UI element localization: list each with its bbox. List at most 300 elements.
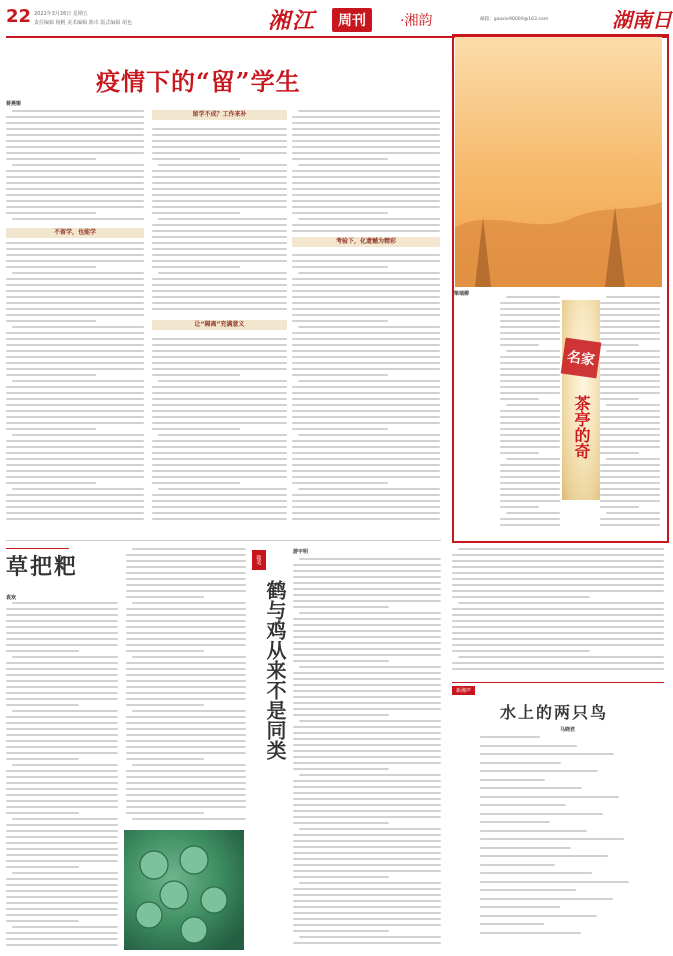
text-line [292,116,440,118]
poem-rule [452,682,664,683]
poem-line [480,753,614,755]
text-line [126,794,246,796]
text-line [299,720,441,722]
text-line [6,278,144,280]
text-line [600,506,639,508]
text-line [6,404,144,406]
text-line [6,896,118,898]
date-line: 2021年3月26日 星期五 [34,11,88,17]
text-line [126,734,246,736]
text-line [299,828,441,830]
text-line [500,338,560,340]
text-line [152,212,240,214]
text-line [293,678,441,680]
text-line [293,624,441,626]
text-line [293,786,441,788]
text-line [6,440,144,442]
text-line [600,398,639,400]
text-line [292,332,440,334]
text-line [452,626,664,628]
poem-title: 水上的两只鸟 [500,703,609,722]
poem-line [480,762,561,764]
text-line [600,386,660,388]
text-line [126,644,246,646]
text-line [126,716,246,718]
text-line [298,218,440,220]
text-line [506,404,560,406]
text-line [6,320,96,322]
poem-line [480,838,624,840]
text-line [298,380,440,382]
text-line [292,356,440,358]
text-line [292,152,440,154]
text-line [126,572,246,574]
text-line [126,752,246,754]
article1-column-3 [292,110,440,525]
text-line [500,464,560,466]
text-line [293,876,389,878]
text-line [293,792,441,794]
contact-email: 邮箱：gaoxie90000@163.com [480,17,549,22]
text-line [298,488,440,490]
text-line [293,804,441,806]
text-line [293,732,441,734]
poem-line [480,889,576,891]
text-line [500,452,539,454]
article1-subhead-3: 让“隔离”充满意义 [152,320,287,330]
text-line [292,206,440,208]
text-line [126,638,246,640]
text-line [6,464,144,466]
text-line [6,254,144,256]
text-line [299,612,441,614]
text-line [152,386,287,388]
text-line [6,518,144,520]
text-line [126,704,204,706]
text-line [293,708,441,710]
text-line [292,302,440,304]
text-line [500,518,560,520]
text-line [126,614,246,616]
text-line [292,506,440,508]
text-line [6,920,79,922]
text-line [292,464,440,466]
text-line [600,428,660,430]
article3-column-2 [452,548,664,678]
poem-line [480,872,592,874]
text-line [293,570,441,572]
mingjia-tag: 名家 [561,338,602,379]
text-line [152,194,287,196]
section-subtitle: ·湘韵 [400,13,433,29]
text-line [152,398,287,400]
text-line [126,662,246,664]
text-line [126,698,246,700]
text-line [452,668,664,670]
text-line [452,584,664,586]
text-line [126,620,246,622]
text-line [293,942,441,944]
text-line [152,368,287,370]
text-line [452,614,664,616]
text-line [293,768,389,770]
text-line [6,938,118,940]
text-line [152,446,287,448]
text-line [292,194,440,196]
text-line [600,356,660,358]
text-line [152,182,287,184]
text-line [506,512,560,514]
text-line [293,636,441,638]
text-line [299,774,441,776]
text-line [293,816,441,818]
text-line [126,578,246,580]
text-line [126,686,246,688]
text-line [600,314,660,316]
text-line [12,326,144,328]
text-line [293,840,441,842]
text-line [292,338,440,340]
text-line [292,404,440,406]
text-line [293,594,441,596]
text-line [298,272,440,274]
text-line [500,314,560,316]
text-line [158,488,287,490]
text-line [126,566,246,568]
text-line [293,738,441,740]
text-line [293,648,441,650]
text-line [126,692,246,694]
text-line [600,446,660,448]
text-line [600,368,660,370]
landscape-illustration [455,37,662,287]
text-line [152,308,287,310]
text-line [292,446,440,448]
text-line [6,368,144,370]
text-line [152,440,287,442]
text-line [293,750,441,752]
text-line [6,398,144,400]
article3-title: 鹤与鸡从来不是同类 [263,580,287,760]
text-line [292,224,440,226]
text-line [126,608,246,610]
text-line [152,464,287,466]
text-line [500,416,560,418]
text-line [6,842,118,844]
text-line [6,878,118,880]
text-line [452,572,664,574]
text-line [12,764,118,766]
text-line [292,428,388,430]
text-line [158,434,287,436]
text-line [12,818,118,820]
text-line [6,290,144,292]
text-line [126,590,246,592]
text-line [500,500,560,502]
text-line [6,476,144,478]
text-line [126,776,246,778]
article1-column-2 [152,110,287,525]
text-line [12,164,144,166]
text-line [293,858,441,860]
poem-line [480,745,577,747]
text-line [6,914,118,916]
text-line [6,446,144,448]
text-line [6,644,118,646]
text-line [292,200,440,202]
text-line [292,350,440,352]
text-line [152,518,287,520]
text-line [293,630,441,632]
text-line [152,470,287,472]
poem-line [480,813,603,815]
text-line [152,500,287,502]
text-line [452,632,664,634]
text-line [292,158,388,160]
text-line [152,416,287,418]
text-line [292,182,440,184]
text-line [12,656,118,658]
text-line [292,470,440,472]
text-line [6,638,118,640]
text-line [6,494,144,496]
text-line [6,806,118,808]
newspaper-logo: 湖南日 [612,8,672,32]
text-line [6,182,144,184]
text-line [293,888,441,890]
text-line [152,404,287,406]
text-line [6,260,144,262]
text-line [152,410,287,412]
text-line [152,152,287,154]
text-line [6,794,118,796]
text-line [292,290,440,292]
text-line [293,780,441,782]
text-line [126,680,246,682]
text-line [292,278,440,280]
text-line [500,494,560,496]
text-line [152,200,287,202]
text-line [600,326,660,328]
text-line [600,440,660,442]
text-line [126,788,246,790]
text-line [6,314,144,316]
text-line [6,152,144,154]
article4-column-1 [500,296,560,534]
text-line [452,608,664,610]
poem-line [480,847,571,849]
text-line [152,128,287,130]
text-line [293,660,389,662]
text-line [600,416,660,418]
text-line [293,852,441,854]
text-line [6,422,144,424]
text-line [600,332,660,334]
text-line [292,500,440,502]
text-line [600,410,660,412]
text-line [600,476,660,478]
text-line [152,344,287,346]
text-line [452,662,664,664]
text-line [6,680,118,682]
text-line [500,440,560,442]
text-line [299,666,441,668]
article2-author: 袁欢 [6,595,17,601]
text-line [292,344,440,346]
text-line [6,122,144,124]
text-line [292,314,440,316]
text-line [12,380,144,382]
text-line [293,654,441,656]
text-line [6,242,144,244]
text-line [126,806,246,808]
text-line [6,212,96,214]
text-line [292,254,440,256]
poem-line [480,804,566,806]
text-line [600,422,660,424]
text-line [600,380,660,382]
text-line [458,602,664,604]
text-line [6,176,144,178]
text-line [126,782,246,784]
text-line [152,392,287,394]
text-line [292,122,440,124]
article3-column-1 [293,558,441,950]
text-line [152,512,287,514]
text-line [6,824,118,826]
article1-column-1 [6,110,144,525]
text-line [6,890,118,892]
text-line [452,596,590,598]
text-line [6,284,144,286]
text-line [600,500,660,502]
text-line [152,140,287,142]
text-line [606,296,660,298]
text-line [126,632,246,634]
article4-title: 茶亭的奇 [572,395,591,459]
text-line [600,482,660,484]
article2-column-1 [6,602,118,950]
article2-column-2 [126,548,246,826]
text-line [12,872,118,874]
text-line [293,900,441,902]
editor-line: 责任编辑 杨帆 美术编辑 陈卓 版式编辑 胡也 [34,20,132,26]
text-line [6,908,118,910]
text-line [292,308,440,310]
text-line [126,728,246,730]
text-line [293,588,441,590]
poem-line [480,915,597,917]
text-line [6,752,118,754]
poem-line [480,906,560,908]
text-line [6,506,144,508]
text-line [12,602,118,604]
text-line [600,434,660,436]
essay-tag-label: 随笔 [255,555,262,565]
text-line [292,518,440,520]
text-line [132,656,246,658]
text-line [292,320,388,322]
article1-subhead-2: 留学不成？工作来补 [152,110,287,120]
text-line [6,374,96,376]
text-line [500,506,539,508]
text-line [458,548,664,550]
text-line [500,374,560,376]
text-line [6,248,144,250]
text-line [6,416,144,418]
text-line [6,860,118,862]
page-number: 22 [6,6,32,27]
poem-line [480,881,629,883]
text-line [6,698,118,700]
text-line [6,740,118,742]
text-line [6,302,144,304]
text-line [152,236,287,238]
text-line [152,206,287,208]
text-line [600,464,660,466]
text-line [292,452,440,454]
text-line [292,146,440,148]
text-line [6,812,79,814]
text-line [600,452,639,454]
text-line [6,734,118,736]
text-line [6,206,144,208]
text-line [126,626,246,628]
text-line [293,894,441,896]
poem-line [480,830,587,832]
text-line [600,320,660,322]
text-line [298,434,440,436]
text-line [126,800,246,802]
text-line [500,470,560,472]
text-line [126,668,246,670]
text-line [500,332,560,334]
text-line [6,620,118,622]
text-line [126,770,246,772]
text-line [6,128,144,130]
text-line [293,642,441,644]
silhouette-photo [455,37,662,287]
text-line [600,302,660,304]
text-line [6,410,144,412]
text-line [292,188,440,190]
text-line [600,470,660,472]
text-line [152,428,240,430]
text-line [500,446,560,448]
text-line [452,644,664,646]
text-line [132,764,246,766]
text-line [292,212,388,214]
text-line [500,392,560,394]
text-line [6,482,96,484]
text-line [292,392,440,394]
text-line [293,906,441,908]
text-line [6,668,118,670]
text-line [6,116,144,118]
text-line [292,494,440,496]
text-line [293,690,441,692]
text-line [6,266,96,268]
text-line [600,344,639,346]
text-line [12,272,144,274]
text-line [299,936,441,938]
text-line [299,558,441,560]
text-line [6,140,144,142]
text-line [600,374,660,376]
text-line [152,362,287,364]
text-line [158,380,287,382]
text-line [6,758,79,760]
